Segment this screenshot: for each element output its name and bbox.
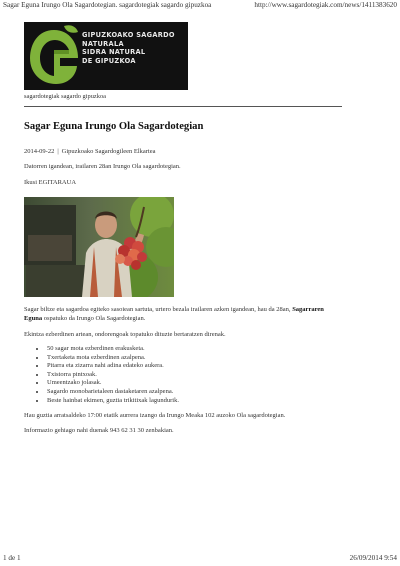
article-intro: Datorren igandean, irailaren 28an Irungo Ola sagardotegian.	[24, 163, 181, 170]
list-item: • Pitarra eta zizarra nahi adina edateko aukera.	[46, 362, 342, 371]
man-holding-apples-photo-icon	[24, 197, 174, 297]
meta-separator: |	[57, 148, 59, 155]
logo-line-3: SIDRA NATURAL	[82, 48, 146, 57]
article-closing: Hau guztia arratsaldeko 17:00 etatik aurrera izango da Irungo Meaka 102 auzoko Ola sagardotegian.	[24, 412, 286, 420]
page-number: 1 de 1	[3, 554, 21, 562]
logo-line-1: GIPUZKOAKO SAGARDO	[82, 31, 175, 39]
list-item: • Sagardo monobarietaleen dastaketaren azalpena.	[46, 388, 342, 397]
site-logo[interactable]	[24, 22, 188, 90]
print-header-url[interactable]: http://www.sagardotegiak.com/news/1411383620	[254, 1, 397, 9]
article-title: Sagar Eguna Irungo Ola Sagardotegian	[24, 121, 204, 132]
list-item: • Umeentzako jolasak.	[46, 379, 342, 388]
activities-intro: Ekintza ezberdinen artean, ondorengoak topatuko dituzte bertaratzen direnak.	[24, 331, 226, 338]
logo-text	[82, 31, 175, 65]
logo-line-4: DE GIPUZKOA	[82, 56, 136, 65]
article-body-start: Sagar biltze eta sagardoa egiteko sasoiean sartuta, urtero bezala irailaren azken igandean, hau da 28an,	[24, 306, 293, 313]
list-item: • Txistorra pintxoak.	[46, 371, 342, 380]
activities-list	[24, 345, 342, 405]
article-meta	[24, 148, 342, 155]
site-caption: sagardotegiak sagardo gipuzkoa	[24, 93, 106, 100]
print-header-title: Sagar Eguna Irungo Ola Sagardotegian. sagardotegiak sagardo gipuzkoa	[3, 1, 212, 9]
article-body-end: ospatuko da Irungo Ola Sagardotegian.	[42, 315, 146, 322]
print-footer	[3, 554, 397, 564]
list-item: • 50 sagar mota ezberdinen erakusketa.	[46, 345, 342, 354]
article-author: Gipuzkoako Sagardogileen Elkartea	[61, 148, 156, 155]
list-item: • Beste hainbat ekimen, guztia trikitixak lagundurik.	[46, 397, 342, 406]
article-info: Informazio gehiago nahi duenak 943 62 31 30 zenbakian.	[24, 427, 174, 435]
header-divider	[24, 106, 342, 107]
article-body-bold: Sagarraren Eguna	[24, 306, 324, 322]
page-content	[24, 22, 342, 435]
article-photo	[24, 197, 174, 297]
print-header	[3, 1, 397, 11]
article-body	[24, 305, 342, 323]
print-datetime: 26/09/2014 9:54	[349, 554, 397, 562]
article-date: 2014-09-22	[24, 148, 55, 155]
program-link[interactable]: Ikusi EGITARAUA	[24, 179, 77, 186]
logo-line-2: NATURALA	[82, 39, 124, 48]
list-item: • Txertaketa mota ezberdinen azalpena.	[46, 354, 342, 363]
